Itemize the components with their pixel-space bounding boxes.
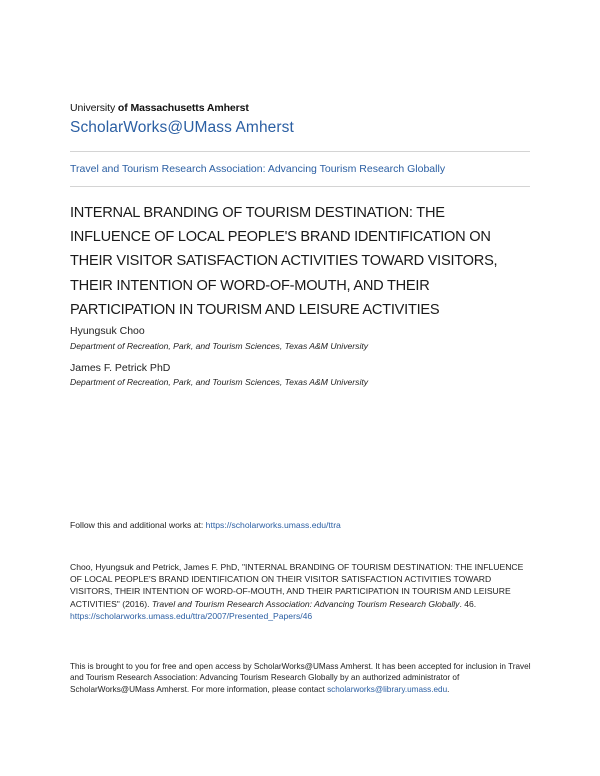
title-line: PARTICIPATION IN TOURISM AND LEISURE ACTIVITIES [70, 301, 440, 318]
follow-text: Follow this and additional works at: [70, 520, 206, 530]
series-divider [70, 186, 530, 187]
citation-url[interactable]: https://scholarworks.umass.edu/ttra/2007/Presented_Papers/46 [70, 610, 313, 621]
title-line: THEIR INTENTION OF WORD-OF-MOUTH, AND THEIR [70, 277, 430, 294]
author-affiliation: Department of Recreation, Park, and Tourism Sciences, Texas A&M University [70, 377, 369, 387]
header-divider [70, 151, 530, 152]
author-name: Hyungsuk Choo [70, 325, 145, 337]
repository-name[interactable]: ScholarWorks@UMass Amherst [70, 119, 294, 136]
follow-link[interactable]: https://scholarworks.umass.edu/ttra [205, 520, 341, 530]
paper-title [70, 201, 540, 322]
series-link[interactable]: Travel and Tourism Research Association: Advancing Tourism Research Globally [70, 163, 446, 175]
citation-journal: Travel and Tourism Research Association: Advancing Tourism Research Globally [151, 598, 460, 609]
university-of: of [117, 102, 128, 114]
recommended-citation [70, 561, 532, 622]
access-notice [70, 661, 532, 695]
title-line: THEIR VISITOR SATISFACTION ACTIVITIES TOWARD VISITORS, [70, 253, 498, 270]
university-name [70, 102, 249, 114]
title-line: INFLUENCE OF LOCAL PEOPLE'S BRAND IDENTIFICATION ON [70, 229, 491, 246]
university-place: Massachusetts Amherst [127, 102, 249, 114]
citation-text: Choo, Hyungsuk and Petrick, James F. PhD, "INTERNAL BRANDING OF TOURISM DESTINATION: THE INFLUENCE OF LOCAL PEOPLE'S BRAND IDENTIFICATION ON THEIR VISITOR SATISFACTION ACTIVITIES TOWARD VISITORS, THEIR INTENTION OF WORD-OF-MOUTH, AND THEIR PARTICIPATION IN TOURISM AND LEISURE ACTIVITIES" (2016). [70, 562, 524, 609]
contact-email-link[interactable]: scholarworks@library.umass.edu [327, 684, 448, 694]
title-line: INTERNAL BRANDING OF TOURISM DESTINATION: THE [70, 205, 445, 221]
notice-text: This is brought to you for free and open access by ScholarWorks@UMass Amherst. It has been accepted for inclusion in Travel and Tourism Research Association: Advancing Tourism Research Globally by an authorized administrator of ScholarWorks@UMass Amherst. For more information, please contact [70, 662, 531, 694]
university-prefix: University [70, 102, 118, 114]
author-affiliation: Department of Recreation, Park, and Tourism Sciences, Texas A&M University [70, 341, 369, 351]
notice-end: . [447, 684, 450, 694]
follow-line [70, 520, 341, 530]
citation-number: . 46. [459, 598, 477, 609]
author-name: James F. Petrick PhD [70, 362, 171, 374]
